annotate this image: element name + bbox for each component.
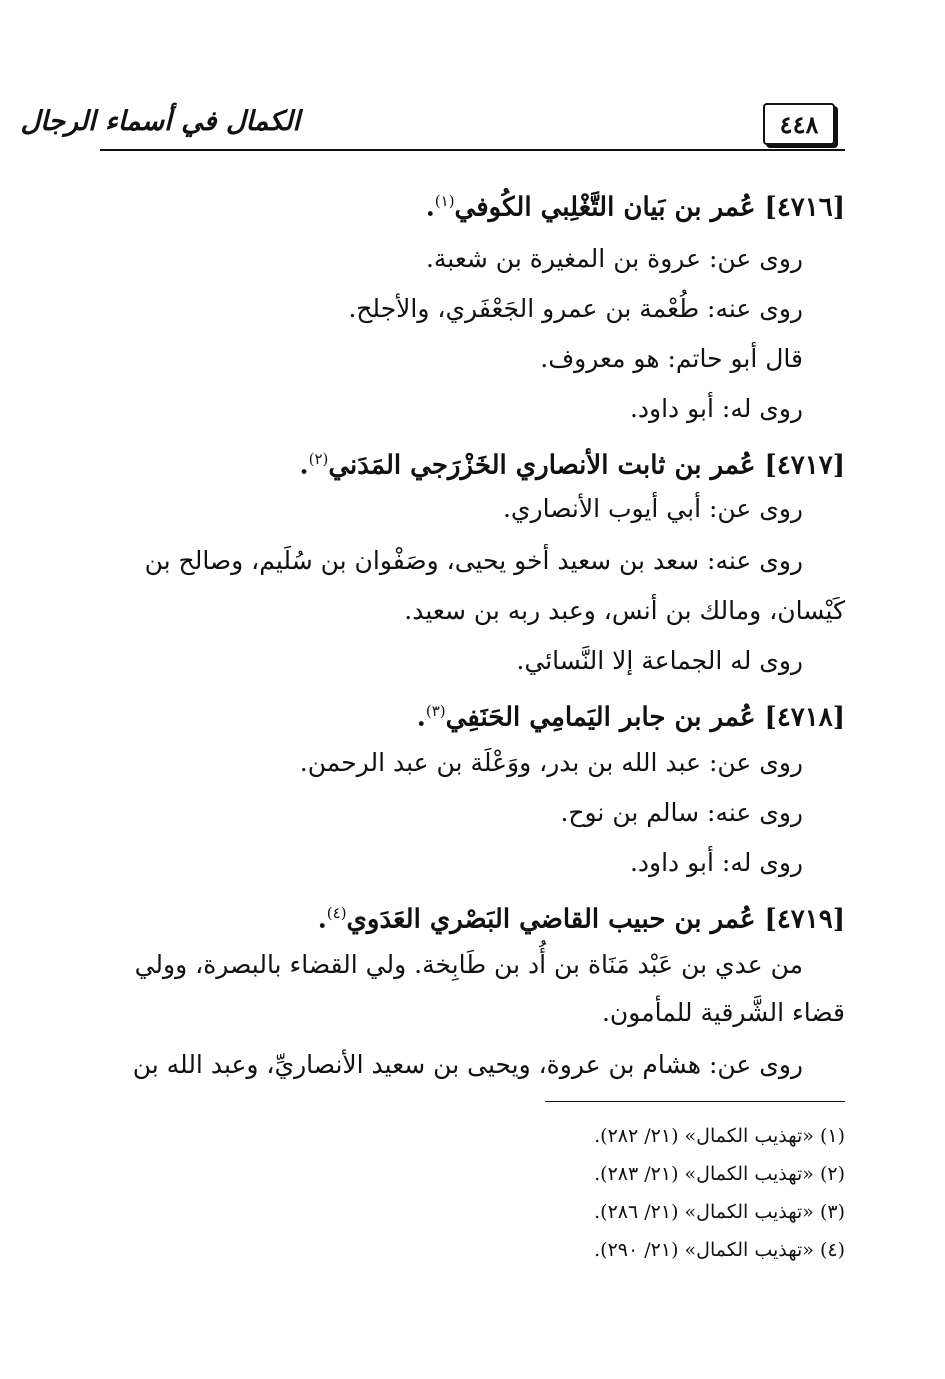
footnote-item: (٣) «تهذيب الكمال» (٢١/ ٢٨٦).: [594, 1201, 845, 1223]
entry-heading: [300, 434, 845, 491]
entry-heading-period: .: [416, 702, 426, 733]
footnote-item: (٤) «تهذيب الكمال» (٢١/ ٢٩٠).: [594, 1239, 845, 1261]
text-line: روى عنه: طُعْمة بن عمرو الجَعْفَري، والأجلح.: [348, 294, 803, 323]
text-line: روى عن: أبي أيوب الأنصاري.: [502, 494, 803, 523]
entry-heading-period: .: [299, 450, 309, 481]
entry-heading: [417, 686, 845, 743]
footnote-item: (١) «تهذيب الكمال» (٢١/ ٢٨٢).: [594, 1125, 845, 1147]
text-line: كَيْسان، ومالك بن أنس، وعبد ربه بن سعيد.: [404, 596, 845, 625]
text-line: روى له: أبو داود.: [629, 848, 803, 877]
text-line: روى له: أبو داود.: [629, 394, 803, 423]
footnote-ref: (٢): [308, 450, 329, 468]
text-line: روى عن: عروة بن المغيرة بن شعبة.: [425, 244, 803, 273]
text-line: قضاء الشَّرقية للمأمون.: [601, 998, 845, 1027]
footnote-separator: [545, 1101, 845, 1102]
running-title: الكمال في أسماء الرجال: [20, 106, 300, 137]
entry-heading-period: .: [425, 192, 435, 223]
text-line: روى عن: هشام بن عروة، ويحيى بن سعيد الأنصاريِّ، وعبد الله بن: [132, 1050, 803, 1079]
text-line: روى عنه: سعد بن سعيد أخو يحيى، وصَفْوان بن سُلَيم، وصالح بن: [144, 546, 803, 575]
text-line: روى عنه: سالم بن نوح.: [560, 798, 803, 827]
text-line: روى له الجماعة إلا النَّسائي.: [516, 646, 803, 675]
footnote-ref: (١): [434, 192, 455, 210]
footnote-ref: (٣): [425, 702, 446, 720]
page-number: [763, 103, 835, 145]
footnote-ref: (٤): [326, 904, 347, 922]
entry-heading-text: [٤٧١٨] عُمر بن جابر اليَمامِي الحَنَفِي: [445, 702, 845, 733]
page-number-text: ٤٤٨: [779, 109, 819, 139]
entry-heading-period: .: [317, 904, 327, 935]
footnote-item: (٢) «تهذيب الكمال» (٢١/ ٢٨٣).: [594, 1163, 845, 1185]
text-line: قال أبو حاتم: هو معروف.: [540, 344, 803, 373]
entry-heading-text: [٤٧١٦] عُمر بن بَيان التَّغْلِبي الكُوفي: [454, 192, 845, 223]
entry-heading: [426, 176, 845, 233]
text-line: من عدي بن عَبْد مَنَاة بن أُد بن طَابِخة. ولي القضاء بالبصرة، وولي: [134, 950, 803, 979]
entry-heading: [318, 888, 845, 945]
entry-heading-text: [٤٧١٩] عُمر بن حبيب القاضي البَصْري العَدَوي: [346, 904, 845, 935]
text-line: روى عن: عبد الله بن بدر، ووَعْلَة بن عبد الرحمن.: [299, 748, 803, 777]
header-rule: [100, 149, 845, 151]
entry-heading-text: [٤٧١٧] عُمر بن ثابت الأنصاري الخَزْرَجي المَدَني: [328, 450, 845, 481]
